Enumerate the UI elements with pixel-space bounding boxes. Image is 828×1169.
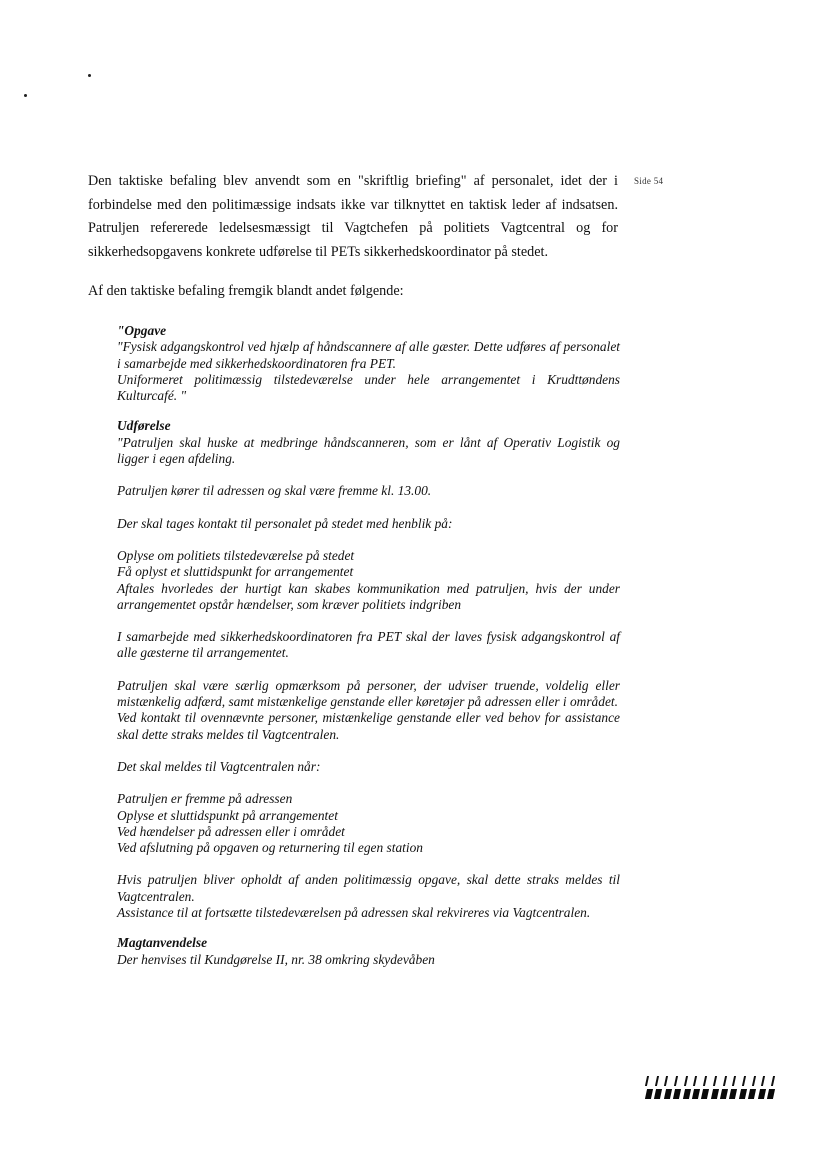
- opgave-heading: "Opgave: [117, 323, 167, 338]
- list-item: Aftales hvorledes der hurtigt kan skabes kommunikation med patruljen, hvis der under arrangementet opstår hændelser, som kræver politiets indgriben: [117, 580, 620, 612]
- udforelse-section: [117, 418, 620, 467]
- intro-paragraph: [88, 170, 618, 264]
- opgave-line: "Fysisk adgangskontrol ved hjælp af håndscannere af alle gæster. Dette udføres af personalet i samarbejde med sikkerhedskoordinatoren fra PET.: [117, 339, 620, 371]
- cooperation-paragraph: [117, 629, 620, 662]
- magt-section: [117, 935, 620, 968]
- barcode-row-thin: [646, 1076, 774, 1086]
- report-list: [117, 791, 620, 856]
- lead-sentence: Af den taktiske befaling fremgik blandt andet følgende:: [88, 283, 404, 299]
- list-item: Oplyse et sluttidspunkt på arrangementet: [117, 807, 338, 823]
- page-number: Side 54: [634, 176, 664, 186]
- contact-intro-paragraph: [117, 516, 620, 532]
- list-item: Patruljen er fremme på adressen: [117, 791, 293, 807]
- udforelse-heading: Udførelse: [117, 418, 171, 434]
- contact-intro-text: Der skal tages kontakt til personalet på stedet med henblik på:: [117, 515, 453, 531]
- udforelse-line: "Patruljen skal huske at medbringe håndscanneren, som er lånt af Operativ Logistik og ligger i egen afdeling.: [117, 434, 620, 467]
- report-intro-paragraph: [117, 759, 620, 775]
- cooperation-text: I samarbejde med sikkerhedskoordinatoren fra PET skal der laves fysisk adgangskontrol af alle gæsterne til arrangementet.: [117, 629, 620, 661]
- scan-speck: [24, 94, 27, 97]
- barcode-row-thick: [646, 1089, 774, 1099]
- list-item: Ved afslutning på opgaven og returnering til egen station: [117, 840, 423, 856]
- attention-line: Ved kontakt til ovennævnte personer, mistænkelige genstande eller ved behov for assistance skal dette straks meldes til Vagtcentralen.: [117, 710, 620, 742]
- magt-line: Der henvises til Kundgørelse II, nr. 38 omkring skydevåben: [117, 951, 435, 967]
- delay-paragraph: [117, 872, 620, 921]
- opgave-section: [117, 323, 620, 404]
- list-item: Få oplyst et sluttidspunkt for arrangementet: [117, 564, 354, 580]
- contact-list: [117, 548, 620, 613]
- arrival-text: Patruljen kører til adressen og skal være fremme kl. 13.00.: [117, 483, 432, 499]
- scan-speck: [88, 74, 91, 77]
- tactical-order-quote: [117, 323, 620, 968]
- report-intro-text: Det skal meldes til Vagtcentralen når:: [117, 758, 321, 774]
- intro-text: Den taktiske befaling blev anvendt som en "skriftlig briefing" af personalet, idet der i forbindelse med den politimæssige indsats ikke var tilknyttet en taktisk leder af indsatsen. Patruljen refererede ledelsesmæssigt til Vagtchefen på politiets Vagtcentral og for sikkerhedsopgavens konkrete udførelse til PETs sikkerhedskoordinator på stedet.: [88, 173, 618, 260]
- delay-line: Hvis patruljen bliver opholdt af anden politimæssig opgave, skal dette straks meldes til Vagtcentralen.: [117, 872, 620, 904]
- magt-heading: Magtanvendelse: [117, 935, 208, 951]
- list-item: Oplyse om politiets tilstedeværelse på stedet: [117, 547, 355, 563]
- arrival-paragraph: [117, 483, 620, 499]
- barcode: [646, 1076, 774, 1099]
- opgave-line: Uniformeret politimæssig tilstedeværelse under hele arrangementet i Krudttøndens Kulturcafé. ": [117, 371, 620, 404]
- attention-line: Patruljen skal være særlig opmærksom på personer, der udviser truende, voldelig eller mistænkelig adfærd, samt mistænkelige genstande eller køretøjer på adressen eller i området.: [117, 677, 620, 710]
- attention-paragraph: [117, 678, 620, 743]
- delay-line: Assistance til at fortsætte tilstedeværelsen på adressen skal rekvireres via Vagtcentralen.: [117, 905, 591, 921]
- list-item: Ved hændelser på adressen eller i området: [117, 823, 345, 839]
